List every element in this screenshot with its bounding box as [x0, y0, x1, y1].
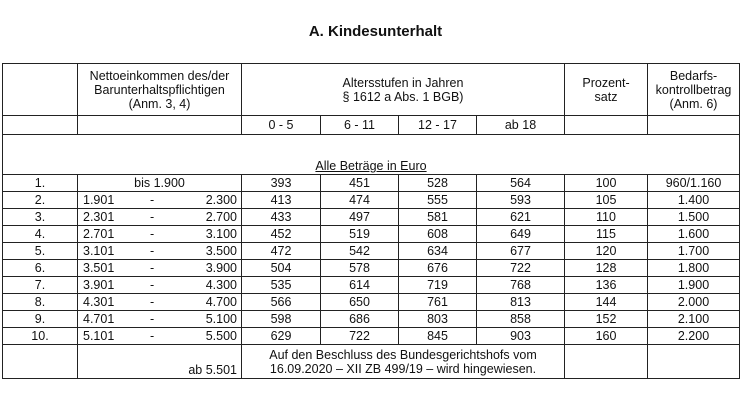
amount-cell: 393 — [242, 175, 321, 192]
bedarf-header-line1: Bedarfs- — [669, 68, 718, 83]
table-row — [3, 209, 740, 226]
amount-cell: 629 — [242, 328, 321, 345]
income-from: 4.301 — [83, 295, 115, 309]
percent-cell: 100 — [565, 175, 648, 192]
bedarf-cell: 1.900 — [648, 277, 740, 294]
age-groups-header — [242, 64, 565, 116]
table-row — [3, 277, 740, 294]
row-number: 8. — [3, 294, 78, 311]
percent-cell: 110 — [565, 209, 648, 226]
income-dash: - — [150, 278, 155, 292]
table-row — [3, 175, 740, 192]
age-header-line1: Altersstufen in Jahren — [342, 75, 464, 90]
amount-cell: 634 — [399, 243, 477, 260]
bedarf-cell: 1.800 — [648, 260, 740, 277]
income-from: 5.101 — [83, 329, 115, 343]
income-from: 3.901 — [83, 278, 115, 292]
income-dash: - — [150, 329, 155, 343]
percent-cell: 128 — [565, 260, 648, 277]
row-number: 5. — [3, 243, 78, 260]
amount-cell: 451 — [321, 175, 399, 192]
bedarf-cell: 1.500 — [648, 209, 740, 226]
income-dash: - — [150, 261, 155, 275]
amount-cell: 614 — [321, 277, 399, 294]
age-header-line2: § 1612 a Abs. 1 BGB) — [342, 89, 464, 104]
table-row — [3, 260, 740, 277]
bedarf-header-line2: kontrollbetrag — [655, 82, 732, 97]
amount-cell: 452 — [242, 226, 321, 243]
bedarf-cell: 1.400 — [648, 192, 740, 209]
amount-cell: 686 — [321, 311, 399, 328]
income-range — [78, 226, 242, 243]
bedarf-cell: 1.600 — [648, 226, 740, 243]
amount-cell: 497 — [321, 209, 399, 226]
amount-cell: 858 — [477, 311, 565, 328]
age-groups-row — [3, 116, 740, 135]
income-to: 3.900 — [205, 261, 237, 275]
income-dash: - — [150, 193, 155, 207]
income-range — [78, 243, 242, 260]
age-group-1: 6 - 11 — [321, 116, 399, 135]
income-to: 4.700 — [205, 295, 237, 309]
euro-note-row — [3, 135, 740, 175]
income-dash: - — [150, 244, 155, 258]
table-row — [3, 328, 740, 345]
amount-cell: 474 — [321, 192, 399, 209]
bedarf-cell: 1.700 — [648, 243, 740, 260]
header-number-cell — [3, 64, 78, 116]
amount-cell: 676 — [399, 260, 477, 277]
amount-cell: 649 — [477, 226, 565, 243]
row-number: 3. — [3, 209, 78, 226]
income-header-label: Nettoeinkommen des/der Barunterhaltspflichtigen (Anm. 3, 4) — [89, 68, 230, 111]
income-from: 2.701 — [83, 227, 115, 241]
row-number: 1. — [3, 175, 78, 192]
income-range — [78, 328, 242, 345]
age-group-2: 12 - 17 — [399, 116, 477, 135]
percent-header-line1: Prozent- — [582, 75, 630, 90]
page-title: A. Kindesunterhalt — [308, 23, 443, 40]
income-to: 5.100 — [205, 312, 237, 326]
amount-cell: 472 — [242, 243, 321, 260]
percent-cell: 152 — [565, 311, 648, 328]
amount-cell: 433 — [242, 209, 321, 226]
amount-cell: 608 — [399, 226, 477, 243]
table-row — [3, 192, 740, 209]
amount-cell: 650 — [321, 294, 399, 311]
income-range — [78, 192, 242, 209]
child-support-table — [2, 63, 740, 379]
amount-cell: 845 — [399, 328, 477, 345]
amount-cell: 581 — [399, 209, 477, 226]
bedarf-header — [648, 64, 740, 116]
percent-header — [565, 64, 648, 116]
income-from: 3.101 — [83, 244, 115, 258]
row-number: 6. — [3, 260, 78, 277]
income-range — [78, 209, 242, 226]
percent-header-line2: satz — [594, 89, 618, 104]
bedarf-cell: 960/1.160 — [648, 175, 740, 192]
income-from: 2.301 — [83, 210, 115, 224]
income-to: 2.700 — [205, 210, 237, 224]
bgh-note-line2: 16.09.2020 – XII ZB 499/19 – wird hingewiesen. — [269, 361, 537, 376]
amount-cell: 555 — [399, 192, 477, 209]
amount-cell: 677 — [477, 243, 565, 260]
amount-cell: 593 — [477, 192, 565, 209]
amount-cell: 504 — [242, 260, 321, 277]
percent-cell: 105 — [565, 192, 648, 209]
row-number: 7. — [3, 277, 78, 294]
income-dash: - — [150, 227, 155, 241]
income-from: 1.901 — [83, 193, 115, 207]
bgh-note — [242, 345, 565, 379]
income-to: 3.100 — [205, 227, 237, 241]
amount-cell: 761 — [399, 294, 477, 311]
income-range — [78, 260, 242, 277]
percent-cell: 115 — [565, 226, 648, 243]
amount-cell: 528 — [399, 175, 477, 192]
percent-cell: 144 — [565, 294, 648, 311]
income-range — [78, 294, 242, 311]
income-range — [78, 277, 242, 294]
row-number: 4. — [3, 226, 78, 243]
income-from: 3.501 — [83, 261, 115, 275]
row-number: 10. — [3, 328, 78, 345]
amount-cell: 722 — [321, 328, 399, 345]
last-row — [3, 345, 740, 379]
ab-label: ab 5.501 — [78, 345, 242, 379]
amount-cell: 578 — [321, 260, 399, 277]
amount-cell: 722 — [477, 260, 565, 277]
amount-cell: 566 — [242, 294, 321, 311]
income-to: 3.500 — [205, 244, 237, 258]
bedarf-header-line3: (Anm. 6) — [669, 96, 718, 111]
table-row — [3, 311, 740, 328]
bgh-note-line1: Auf den Beschluss des Bundesgerichtshofs vom — [269, 347, 537, 362]
percent-cell: 136 — [565, 277, 648, 294]
amount-cell: 813 — [477, 294, 565, 311]
amount-cell: 768 — [477, 277, 565, 294]
bedarf-cell: 2.000 — [648, 294, 740, 311]
row-number: 2. — [3, 192, 78, 209]
amount-cell: 903 — [477, 328, 565, 345]
amount-cell: 719 — [399, 277, 477, 294]
income-to: 2.300 — [205, 193, 237, 207]
amount-cell: 598 — [242, 311, 321, 328]
bedarf-cell: 2.200 — [648, 328, 740, 345]
income-from: 4.701 — [83, 312, 115, 326]
income-to: 4.300 — [205, 278, 237, 292]
percent-cell: 120 — [565, 243, 648, 260]
income-dash: - — [150, 295, 155, 309]
euro-note: Alle Beträge in Euro — [3, 135, 740, 175]
bedarf-cell: 2.100 — [648, 311, 740, 328]
header-row — [3, 64, 740, 116]
amount-cell: 803 — [399, 311, 477, 328]
income-dash: - — [150, 312, 155, 326]
table-row — [3, 226, 740, 243]
amount-cell: 564 — [477, 175, 565, 192]
table-row — [3, 294, 740, 311]
income-to: 5.500 — [205, 329, 237, 343]
income-range: bis 1.900 — [78, 175, 242, 192]
table-row — [3, 243, 740, 260]
row-number: 9. — [3, 311, 78, 328]
amount-cell: 413 — [242, 192, 321, 209]
amount-cell: 519 — [321, 226, 399, 243]
percent-cell: 160 — [565, 328, 648, 345]
amount-cell: 542 — [321, 243, 399, 260]
age-group-3: ab 18 — [477, 116, 565, 135]
amount-cell: 621 — [477, 209, 565, 226]
income-dash: - — [150, 210, 155, 224]
amount-cell: 535 — [242, 277, 321, 294]
income-header — [78, 64, 242, 116]
age-group-0: 0 - 5 — [242, 116, 321, 135]
income-range — [78, 311, 242, 328]
